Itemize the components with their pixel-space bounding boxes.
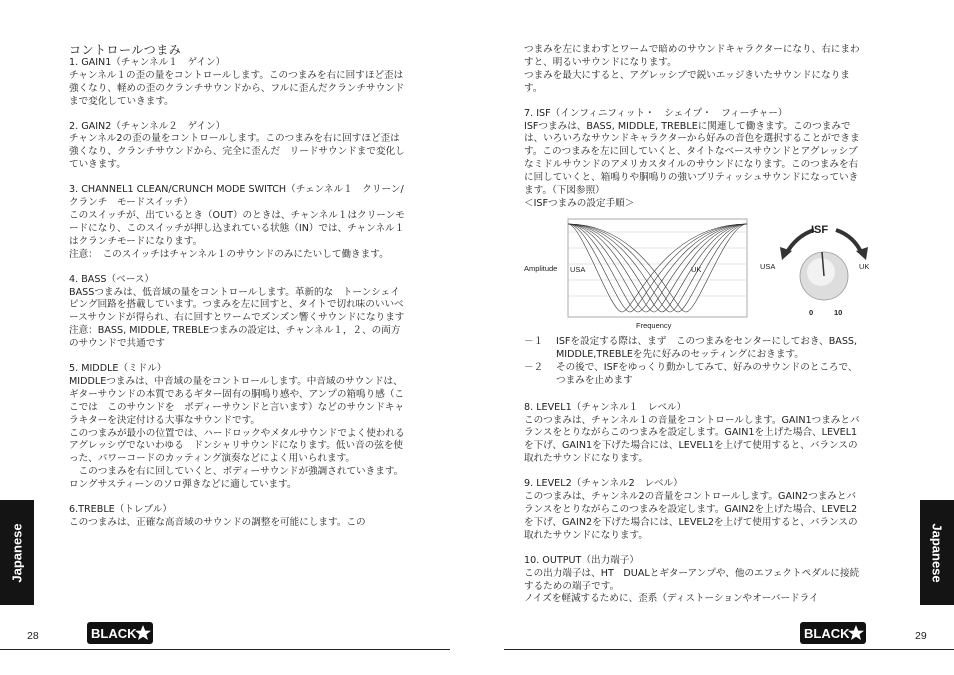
- section-title: 3. CHANNEL1 CLEAN/CRUNCH MODE SWITCH（チェンネル１ クリーン/クランチ モードスイッチ）: [69, 184, 404, 209]
- section-gain2: [69, 121, 405, 173]
- step-number: －１: [524, 336, 544, 347]
- y-axis-label: Amplitude: [524, 264, 558, 273]
- black-star-logo-left: [87, 622, 153, 644]
- knob-max-label: 10: [834, 308, 843, 317]
- section-body: BASSつまみは、低音域の量をコントロールします。革新的な トーンシェイピング回路を搭載しています。つまみを左に回すと、タイトで切れ味のいいベースサウンドが得られ、右に回すとワームでズンズン響くサウンドになります: [69, 286, 405, 324]
- section-isf: [524, 108, 864, 211]
- section-body-2: このつまみが最小の位置では、ハードロックやメタルサウンドでよく使われるアグレッシヴでないわゆる ドンシャリサウンドになります。低い音の弦を使った、パワーコードのカッティング演奏などによく用いられます。: [69, 427, 405, 465]
- section-title: 7. ISF（インフィニフィット・ シェイプ・ フィーチャー）: [524, 107, 788, 119]
- graph-usa-label: USA: [570, 265, 586, 274]
- footer-rule-right: [504, 649, 954, 650]
- step-number: －２: [524, 361, 544, 373]
- page-number-right: 29: [915, 630, 927, 642]
- knob-uk-label: UK: [859, 262, 870, 271]
- section-body: このスイッチが、出ているとき（OUT）のときは、チャンネル１はクリーンモードになり、このスイッチが押し込まれている状態（IN）では、チャンネル１はクランチモードになります。: [69, 209, 405, 247]
- isf-response-curves: [568, 224, 747, 312]
- section-body-2: ノイズを軽減するために、歪系（ディストーションやオーバードライ: [524, 593, 819, 605]
- section-channel1-mode-switch: [69, 184, 405, 261]
- isf-curve: [568, 224, 747, 312]
- procedure-step: [524, 362, 864, 388]
- x-axis-label: Frequency: [636, 321, 672, 330]
- section-title: 2. GAIN2（チャンネル２ ゲイン）: [69, 120, 226, 132]
- section-title: 4. BASS（ベース）: [69, 273, 155, 285]
- procedure-title: ＜ISFつまみの設定手順＞: [524, 197, 635, 209]
- black-star-logo-right: [800, 622, 866, 644]
- section-note: 注意：BASS, MIDDLE, TREBLEつまみの設定は、チャンネル１，２、の両方のサウンドで共通です: [69, 325, 401, 350]
- knob-usa-label: USA: [760, 262, 776, 271]
- svg-text:BLACK: BLACK: [804, 626, 850, 641]
- section-body: チャンネル2の歪の量をコントロールします。このつまみを右に回すほど歪は強くなり、クランチサウンドから、完全に歪んだ リードサウンドまで変化していきます。: [69, 133, 405, 171]
- language-tab-label: Japanese: [9, 522, 25, 583]
- knob-title: ISF: [811, 224, 829, 236]
- section-body: ISFつまみは、BASS, MIDDLE, TREBLEに関連して働きます。このつまみでは、いろいろなサウンドキャラクターから好みの音色を選択することができます。このつまみを左に回していくと、タイトなベースサウンドとアグレッシブなミドルサウンドのアメリカスタイルのサウンドになります。このつまみを右に回していくと、箱鳴りや胴鳴りの強いブリティッシュサウンドになっていきます。（下図参照）: [524, 120, 860, 197]
- section-body: チャンネル１の歪の量をコントロールします。このつまみを右に回すほど歪は強くなり、軽めの歪のクランチサウンドから、フルに歪んだクランチサウンドまで変化していきます。: [69, 69, 405, 107]
- language-tab-left: [0, 500, 34, 605]
- step-text: ISFを設定する際は、まず このつまみをセンターにしておき、BASS, MIDDLE,TREBLEを先に好みのセッティングにおきます。: [556, 336, 858, 360]
- section-body-3: このつまみを右に回していくと、ボディーサウンドが強調されていきます。ロングサスティーンのソロ弾きなどに適しています。: [69, 466, 404, 491]
- section-title: 10. OUTPUT（出力端子）: [524, 554, 639, 566]
- knob-min-label: 0: [809, 308, 814, 317]
- section-title: 6.TREBLE（トレブル）: [69, 504, 172, 516]
- page-heading: コントロールつまみ: [69, 43, 182, 57]
- section-treble: [69, 504, 405, 530]
- intro-paragraph: つまみを左にまわすとワームで暗めのサウンドキャラクターになり、右にまわすと、明るいサウンドになります。: [524, 44, 860, 68]
- page-number-left: 28: [27, 630, 39, 642]
- language-tab-right: [920, 500, 954, 605]
- section-gain1: [69, 57, 405, 109]
- isf-figure: [524, 214, 874, 334]
- language-tab-label: Japanese: [929, 522, 945, 583]
- section-note: 注意： このスイッチはチャンネル１のサウンドのみにたいして働きます。: [69, 248, 389, 260]
- section-output: [524, 555, 864, 607]
- graph-uk-label: UK: [691, 265, 702, 274]
- right-column-bottom: [524, 336, 864, 606]
- section-title: 9. LEVEL2（チャンネル2 レベル）: [524, 478, 683, 490]
- section-title: 8. LEVEL1（チャンネル１ レベル）: [524, 401, 687, 413]
- section-bass: [69, 274, 405, 351]
- section-body: MIDDLEつまみは、中音域の量をコントロールします。中音域のサウンドは、ギターサウンドの本質であるギター固有の胴鳴り感や、アンプの箱鳴り感（ここでは このサウンドを ボディーサウンドと言います）などのサウンドキャラキターを決定付ける大事なサウンドです。: [69, 375, 405, 426]
- section-body: このつまみは、チャンネル１の音量をコントロールします。GAIN1つまみとバランスをとりながらこのつまみを設定します。GAIN1を上げた場合、LEVEL1を下げ、GAIN1を下げた場合には、LEVEL1を上げて使用すると、バランスの取れたサウンドになります。: [524, 414, 860, 465]
- step-text: その後で、ISFをゆっくり動かしてみて、好みのサウンドのところで、つまみを止めます: [556, 361, 858, 386]
- arrow-left-icon: [786, 230, 814, 254]
- procedure-step: [524, 336, 864, 362]
- footer-rule-left: [0, 649, 450, 650]
- section-middle: [69, 363, 405, 492]
- section-level1: [524, 402, 864, 467]
- left-column: [69, 44, 405, 530]
- section-title: 5. MIDDLE（ミドル）: [69, 363, 167, 375]
- section-body: このつまみは、チャンネル2の音量をコントロールします。GAIN2つまみとバランスをとりながらこのつまみを設定します。GAIN2を上げた場合、LEVEL2を下げ、GAIN2を下げた場合には、LEVEL2を上げて使用すると、バランスの取れたサウンドになります。: [524, 491, 858, 541]
- svg-text:BLACK: BLACK: [91, 626, 137, 641]
- section-level2: [524, 478, 864, 543]
- isf-knob-diagram: [780, 230, 868, 300]
- section-body: この出力端子は、HT DUALとギターアンプや、他のエフェクトペダルに接続するための端子です。: [524, 567, 860, 592]
- intro-paragraph-2: つまみを最大にすると、アグレッシブで鋭いエッジきいたサウンドになります。: [524, 69, 850, 94]
- right-column-top: [524, 44, 864, 211]
- section-body: このつまみは、正確な高音域のサウンドの調整を可能にします。この: [69, 517, 366, 528]
- section-title: 1. GAIN1（チャンネル１ ゲイン）: [69, 56, 226, 68]
